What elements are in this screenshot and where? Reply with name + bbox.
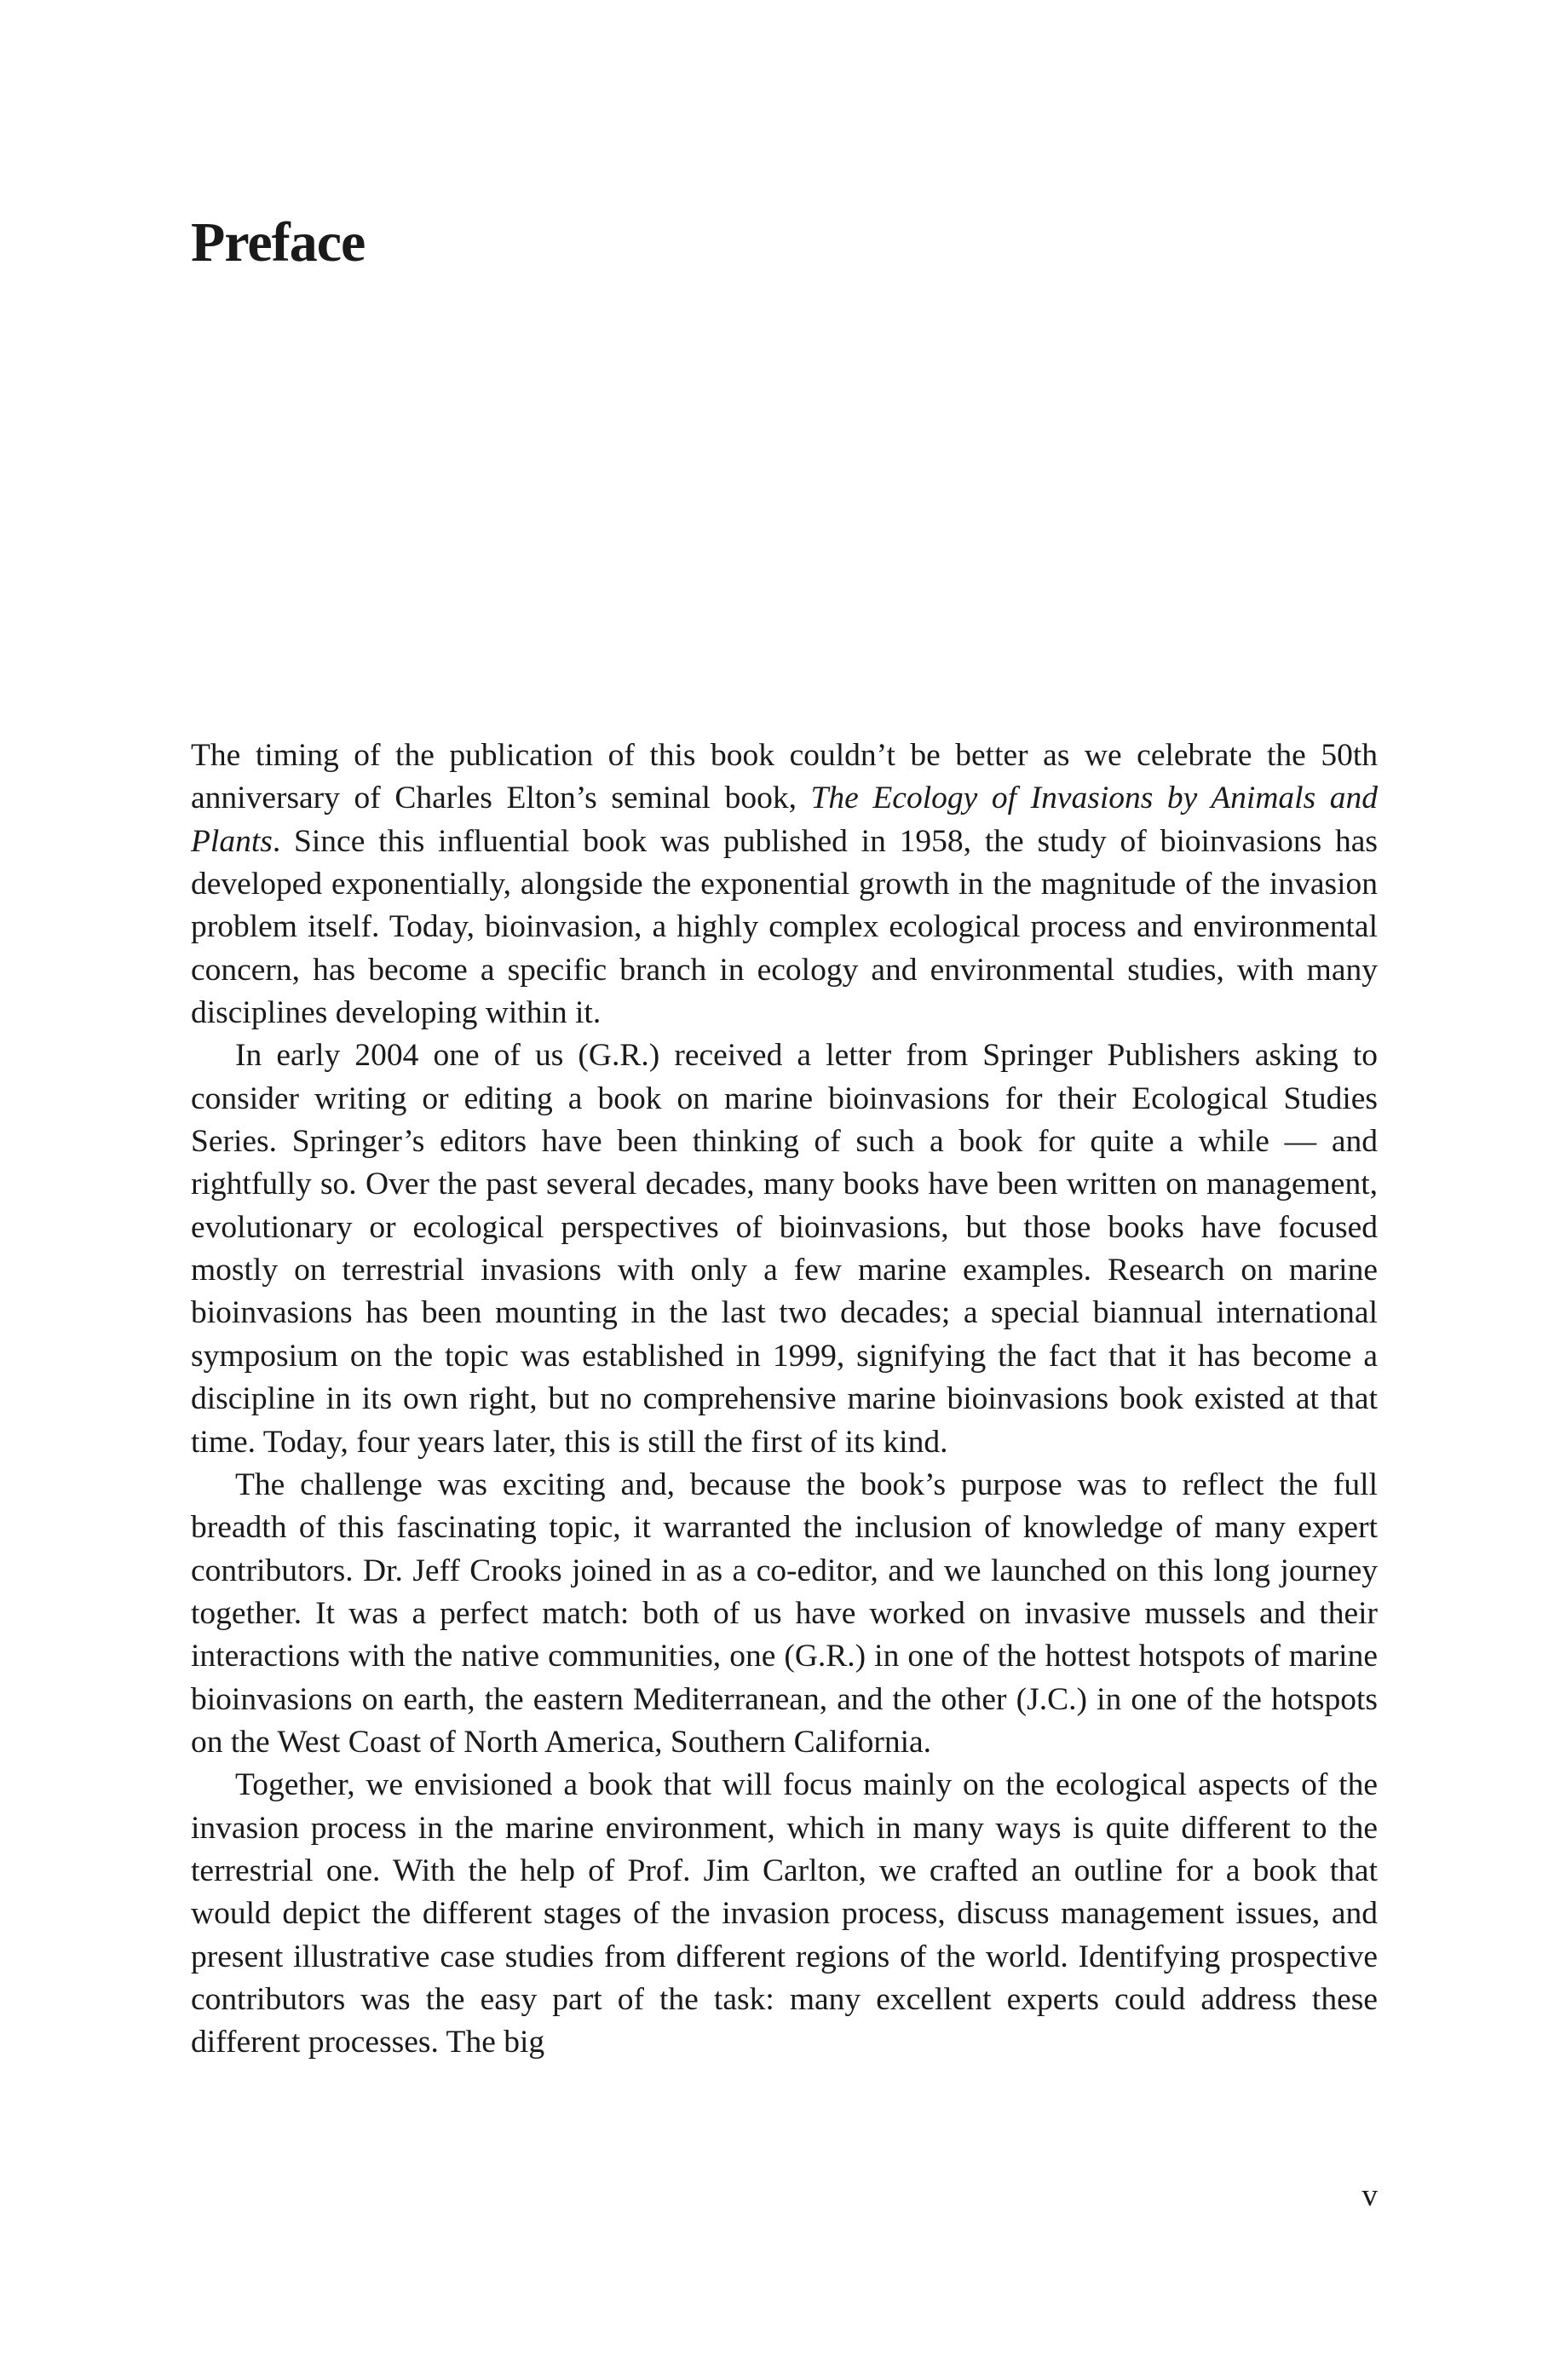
paragraph-1 bbox=[191, 735, 1378, 1034]
page-number: v bbox=[1361, 2178, 1378, 2213]
book-title-italic: The Ecology of Invasions by Animals and Plants bbox=[191, 781, 1379, 859]
paragraph-4: Together, we envisioned a book that will focus mainly on the ecological aspects of the invasion process in the marine environment, which in many ways is quite different to the terrestrial one. With the help of Prof. Jim Carlton, we crafted an outline for a book that would depict the different stages of the invasion process, discuss management issues, and present illustrative case studies from different regions of the world. Identifying prospective contributors was the easy part of the task: many excellent experts could address these different processes. The big bbox=[191, 1767, 1378, 2060]
page-title: Preface bbox=[191, 211, 366, 274]
paragraph-1-rest: . Since this influential book was published in 1958, the study of bioinvasions has developed exponentially, alongside the exponential growth in the magnitude of the invasion problem itself. Today, bioinvasion, a highly complex ecological process and environmental concern, has become a specific branch in ecology and environmental studies, with many disciplines developing within it. bbox=[191, 823, 1378, 1031]
paragraph-2: In early 2004 one of us (G.R.) received a letter from Springer Publishers asking to consider writing or editing a book on marine bioinvasions for their Ecological Studies Series. Springer’s editors have been thinking of such a book for quite a while — and rightfully so. Over the past several decades, many books have been written on management, evolutionary or ecological perspectives of bioinvasions, but those books have focused mostly on terrestrial invasions with only a few marine examples. Research on marine bioinvasions has been mounting in the last two decades; a special biannual international symposium on the topic was established in 1999, signifying the fact that it has become a discipline in its own right, but no comprehensive marine bioinvasions book existed at that time. Today, four years later, this is still the first of its kind. bbox=[191, 1038, 1378, 1460]
paragraph-1-lead: The timing of the publication of this book couldn’t be better as we celebrate the 50th anniversary of Charles Elton’s seminal book, bbox=[191, 738, 1378, 816]
preface-body bbox=[191, 735, 1378, 2065]
paragraph-3: The challenge was exciting and, because the book’s purpose was to reflect the full breadth of this fascinating topic, it warranted the inclusion of knowledge of many expert contributors. Dr. Jeff Crooks joined in as a co-editor, and we launched on this long journey together. It was a perfect match: both of us have worked on invasive mussels and their interactions with the native communities, one (G.R.) in one of the hottest hotspots of marine bioinvasions on earth, the eastern Mediterranean, and the other (J.C.) in one of the hotspots on the West Coast of North America, Southern California. bbox=[191, 1467, 1378, 1760]
